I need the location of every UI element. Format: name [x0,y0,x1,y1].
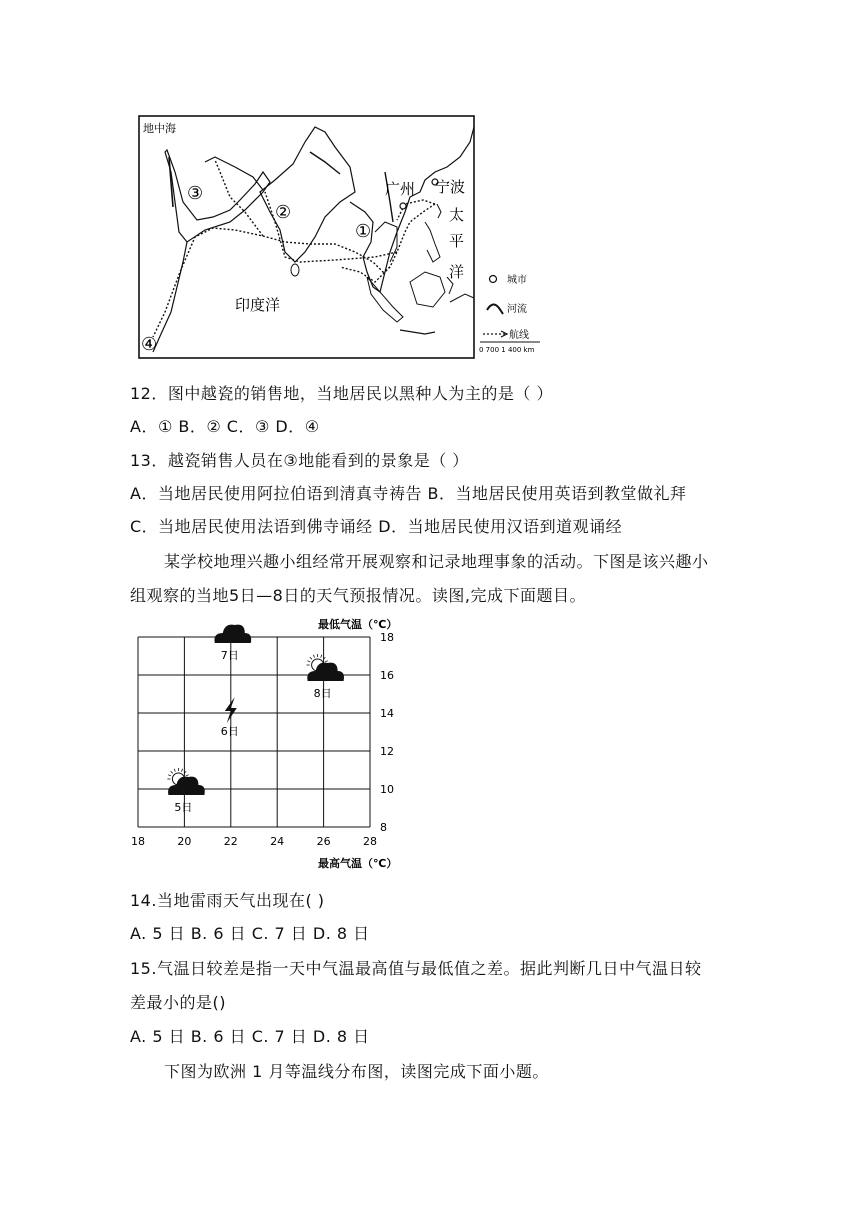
q13-options-line2: C．当地居民使用法语到佛寺诵经 D．当地居民使用汉语到道观诵经 [130,517,623,536]
legend-river-label: 河流 [507,304,527,315]
y-tick-label: 12 [380,745,394,758]
point-label: 7日 [220,649,239,662]
y-tick-label: 16 [380,669,394,682]
q12-stem: 12．图中越瓷的销售地，当地居民以黑种人为主的是（ ） [130,384,553,403]
map-marker-4: ④ [141,334,158,355]
legend-route-label: 航线 [509,330,529,341]
intro-europe: 下图为欧洲 1 月等温线分布图，读图完成下面小题。 [164,1062,549,1081]
q14-options: A. 5 日 B. 6 日 C. 7 日 D. 8 日 [130,924,370,943]
map-marker-1: ① [355,221,372,242]
sun-ray [174,769,175,772]
map-legend [479,273,540,354]
q15-stem-line1: 15.气温日较差是指一天中气温最高值与最低值之差。据此判断几日中气温日较 [130,959,702,978]
x-tick-label: 22 [223,835,238,848]
city-guangzhou [400,203,406,209]
map-label-indian-ocean: 印度洋 [235,296,281,314]
legend-city-label: 城市 [507,275,527,286]
y-tick-label: 10 [380,783,394,796]
y-tick-label: 8 [380,821,387,834]
map-label-pacific-3: 洋 [449,263,465,281]
q15-stem-line2: 差最小的是() [130,993,226,1012]
intro-weather-line1: 某学校地理兴趣小组经常开展观察和记录地理事象的活动。下图是该兴趣小 [164,552,709,571]
q14-stem: 14.当地雷雨天气出现在( ) [130,891,325,910]
legend-city-icon [490,276,497,283]
map-label-guangzhou: 广州 [385,180,416,198]
sun-ray [310,657,312,659]
partly-cloudy-icon [307,654,344,681]
map-marker-2: ② [275,202,292,223]
map-label-ningbo: 宁波 [435,178,466,196]
sun-ray [313,655,314,658]
point-label: 6日 [220,725,239,738]
map-marker-3: ③ [187,183,204,204]
q13-options-line1: A．当地居民使用阿拉伯语到清真寺祷告 B．当地居民使用英语到教堂做礼拜 [130,484,687,503]
weather-chart [120,612,420,877]
sun-ray [321,655,322,658]
scale-text: 0 700 1 400 km [479,346,535,354]
x-tick-label: 28 [363,835,377,848]
partly-cloudy-icon [167,768,204,795]
point-label: 8日 [313,687,332,700]
x-tick-label: 20 [177,835,192,848]
sun-ray [171,771,173,773]
sun-ray [168,775,171,776]
q15-options: A. 5 日 B. 6 日 C. 7 日 D. 8 日 [130,1027,370,1046]
q12-options: A．① B．② C．③ D．④ [130,417,320,436]
chart-points [167,625,344,814]
sun-ray [307,661,310,662]
y-tick-label: 18 [380,631,394,644]
x-tick-label: 26 [316,835,331,848]
map-label-pacific-1: 太 [449,206,465,224]
map-frame [139,116,474,358]
map-label-mediterranean: 地中海 [143,122,176,135]
chart-ticks [131,631,394,848]
x-tick-label: 18 [131,835,145,848]
q13-stem: 13．越瓷销售人员在③地能看到的景象是（ ） [130,451,469,470]
y-tick-label: 14 [380,707,394,720]
point-label: 5日 [174,801,193,814]
x-axis-label: 最高气温（℃） [318,857,398,870]
cloudy-icon [214,625,251,643]
sun-ray [325,661,328,662]
sun-ray [181,769,182,772]
x-tick-label: 24 [270,835,285,848]
trade-route-map [135,112,555,362]
sun-ray [186,775,189,776]
y-axis-label: 最低气温（℃） [318,618,398,631]
map-label-pacific-2: 平 [449,232,465,250]
legend-river-icon [487,304,503,314]
cloud-shape [214,625,251,643]
intro-weather-line2: 组观察的当地5日—8日的天气预报情况。读图,完成下面题目。 [130,586,586,605]
